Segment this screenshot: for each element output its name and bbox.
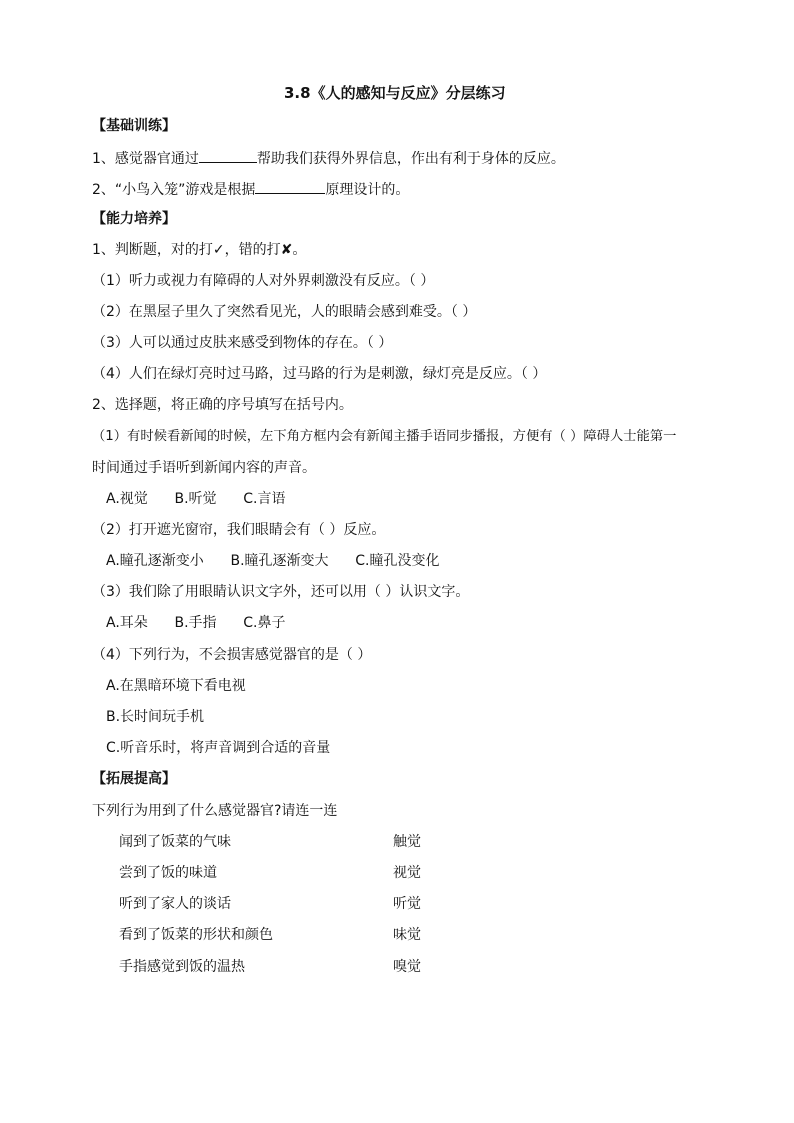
- choice-question-4-option-a: A.在黑暗环境下看电视: [106, 678, 246, 694]
- choice-question-4-option-b: B.长时间玩手机: [106, 709, 205, 725]
- matching-prompt: 下列行为用到了什么感觉器官?请连一连: [92, 803, 338, 819]
- matching-right-item[interactable]: 嗅觉: [393, 959, 421, 975]
- basic-question-1: [92, 148, 565, 168]
- choice-question-2: （2）打开遮光窗帘，我们眼睛会有（ ）反应。: [92, 522, 386, 538]
- choice-question-2-options: A.瞳孔逐渐变小 B.瞳孔逐渐变大 C.瞳孔没变化: [106, 553, 440, 569]
- choice-question-4-option-c: C.听音乐时，将声音调到合适的音量: [106, 740, 331, 756]
- choice-question-3: （3）我们除了用眼睛认识文字外，还可以用（ ）认识文字。: [92, 584, 470, 600]
- answer-blank-2[interactable]: [255, 179, 325, 194]
- basic-question-2-prefix: 2、“小鸟入笼”游戏是根据: [92, 182, 256, 198]
- matching-left-item[interactable]: 手指感觉到饭的温热: [119, 959, 245, 975]
- matching-right-item[interactable]: 味觉: [393, 927, 421, 943]
- basic-question-1-suffix: 帮助我们获得外界信息，作出有利于身体的反应。: [256, 151, 565, 167]
- matching-left-item[interactable]: 尝到了饭的味道: [119, 865, 217, 881]
- matching-left-item[interactable]: 看到了饭菜的形状和颜色: [119, 927, 273, 943]
- judge-title: 1、判断题，对的打✓，错的打✘。: [92, 242, 307, 258]
- matching-left-item[interactable]: 听到了家人的谈话: [119, 896, 231, 912]
- matching-right-item[interactable]: 触觉: [393, 834, 421, 850]
- judge-item: （3）人可以通过皮肤来感受到物体的存在。（ ）: [92, 335, 393, 351]
- choice-question-1-line-2: 时间通过手语听到新闻内容的声音。: [92, 460, 316, 476]
- section-heading-basic: 【基础训练】: [92, 118, 176, 134]
- matching-left-item[interactable]: 闻到了饭菜的气味: [119, 834, 231, 850]
- judge-item: （4）人们在绿灯亮时过马路，过马路的行为是刺激，绿灯亮是反应。（ ）: [92, 366, 547, 382]
- basic-question-2: [92, 179, 409, 199]
- judge-item: （1）听力或视力有障碍的人对外界刺激没有反应。（ ）: [92, 273, 435, 289]
- section-heading-extension: 【拓展提高】: [92, 771, 176, 787]
- basic-question-2-suffix: 原理设计的。: [325, 182, 410, 198]
- section-heading-ability: 【能力培养】: [92, 211, 176, 227]
- page-title: 3.8《人的感知与反应》分层练习: [284, 84, 506, 102]
- matching-right-item[interactable]: 视觉: [393, 865, 421, 881]
- choice-question-3-options: A.耳朵 B.手指 C.鼻子: [106, 615, 286, 631]
- choice-title: 2、选择题，将正确的序号填写在括号内。: [92, 397, 353, 413]
- choice-question-4: （4）下列行为，不会损害感觉器官的是（ ）: [92, 647, 372, 663]
- choice-question-1-line-1: （1）有时候看新闻的时候，左下角方框内会有新闻主播手语同步播报，方便有（ ）障碍人士能第一: [92, 429, 677, 444]
- basic-question-1-prefix: 1、感觉器官通过: [92, 151, 199, 167]
- answer-blank-1[interactable]: [199, 148, 257, 163]
- judge-item: （2）在黑屋子里久了突然看见光，人的眼睛会感到难受。（ ）: [92, 304, 477, 320]
- choice-question-1-options: A.视觉 B.听觉 C.言语: [106, 491, 286, 507]
- matching-right-item[interactable]: 听觉: [393, 896, 421, 912]
